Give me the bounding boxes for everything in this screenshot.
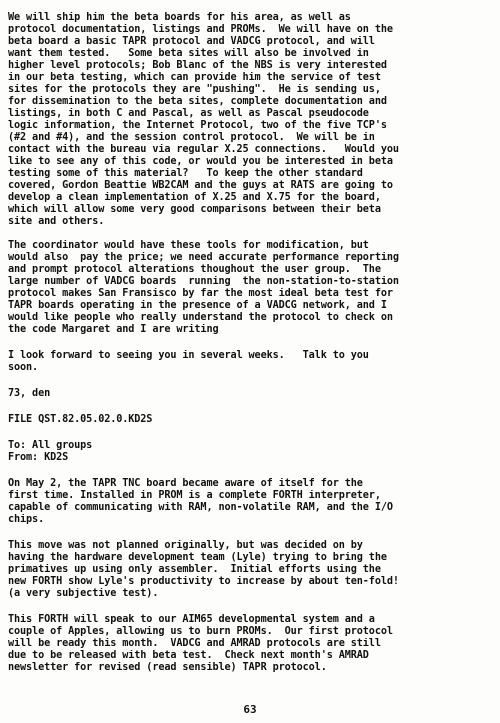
p1-line-1: We will ship him the beta boards for his area, as well as	[8, 12, 351, 23]
p2-line-7: would like people who really understand the protocol to check on	[8, 312, 393, 323]
p1-line-8: for dissemination to the beta sites, complete documentation and	[8, 96, 387, 107]
p5-line-3: primatives up using only assembler. Initial efforts using the	[8, 564, 381, 575]
p1-line-7: sites for the protocols they are "pushing". He is sending us,	[8, 84, 381, 95]
p1-line-11: (#2 and #4), and the session control protocol. We will be in	[8, 132, 375, 143]
p3-line-1: I look forward to seeing you in several weeks. Talk to you	[8, 350, 369, 361]
p6-line-2: couple of Apples, allowing us to burn PROMs. Our first protocol	[8, 626, 393, 637]
p5-line-4: new FORTH show Lyle's productivity to increase by about ten-fold!	[8, 576, 399, 587]
p2-line-5: protocol makes San Fransisco by far the most ideal beta test for	[8, 288, 393, 299]
p1-line-2: protocol documentation, listings and PROMs. We will have on the	[8, 24, 393, 35]
p1-line-12: contact with the bureau via regular X.25 connections. Would you	[8, 144, 399, 155]
p4-line-1: On May 2, the TAPR TNC board became aware of itself for the	[8, 478, 363, 489]
p1-line-14: testing some of this material? To keep the other standard	[8, 168, 363, 179]
p1-line-15: covered, Gordon Beattie WB2CAM and the guys at RATS are going to	[8, 180, 393, 191]
p1-line-13: like to see any of this code, or would you be interested in beta	[8, 156, 393, 167]
p5-line-5: (a very subjective test).	[8, 588, 159, 599]
p4-line-2: first time. Installed in PROM is a complete FORTH interpreter,	[8, 490, 381, 501]
p1-line-17: which will allow some very good comparisons between their beta	[8, 204, 381, 215]
p5-line-1: This move was not planned originally, but was decided on by	[8, 540, 363, 551]
p6-line-3: will be ready this month. VADCG and AMRAD protocols are still	[8, 638, 381, 649]
from-line: From: KD2S	[8, 452, 69, 463]
p1-line-10: logic information, the Internet Protocol, two of the five TCP's	[8, 120, 387, 131]
p6-line-4: due to be released with beta test. Check next month's AMRAD	[8, 650, 369, 661]
p5-line-2: having the hardware development team (Lyle) trying to bring the	[8, 552, 387, 563]
p2-line-6: TAPR boards operating in the presence of a VADCG network, and I	[8, 300, 387, 311]
p2-line-1: The coordinator would have these tools for modification, but	[8, 240, 369, 251]
signoff: 73, den	[8, 388, 51, 399]
p2-line-2: would also pay the price; we need accurate performance reporting	[8, 252, 399, 263]
p6-line-1: This FORTH will speak to our AIM65 developmental system and a	[8, 614, 375, 625]
p4-line-4: chips.	[8, 514, 45, 525]
p1-line-16: develop a clean implementation of X.25 and X.75 for the board,	[8, 192, 381, 203]
p1-line-3: beta board a basic TAPR protocol and VADCG protocol, and will	[8, 36, 375, 47]
p2-line-3: and prompt protocol alterations thoughout the user group. The	[8, 264, 381, 275]
to-line: To: All groups	[8, 440, 93, 451]
p2-line-8: the code Margaret and I are writing	[8, 324, 219, 335]
p1-line-5: higher level protocols; Bob Blanc of the NBS is very interested	[8, 60, 387, 71]
p3-line-2: soon.	[8, 362, 39, 373]
p6-line-5: newsletter for revised (read sensible) TAPR protocol.	[8, 662, 327, 673]
p1-line-18: site and others.	[8, 216, 105, 227]
p2-line-4: large number of VADCG boards running the non-station-to-station	[8, 276, 399, 287]
page-number: 63	[243, 703, 257, 716]
p1-line-4: want them tested. Some beta sites will also be involved in	[8, 48, 369, 59]
p1-line-6: in our beta testing, which can provide him the service of test	[8, 72, 381, 83]
p4-line-3: capable of communicating with RAM, non-volatile RAM, and the I/O	[8, 502, 393, 513]
file-line: FILE QST.82.05.02.0.KD2S	[8, 414, 153, 425]
p1-line-9: listings, in both C and Pascal, as well as Pascal pseudocode	[8, 108, 369, 119]
